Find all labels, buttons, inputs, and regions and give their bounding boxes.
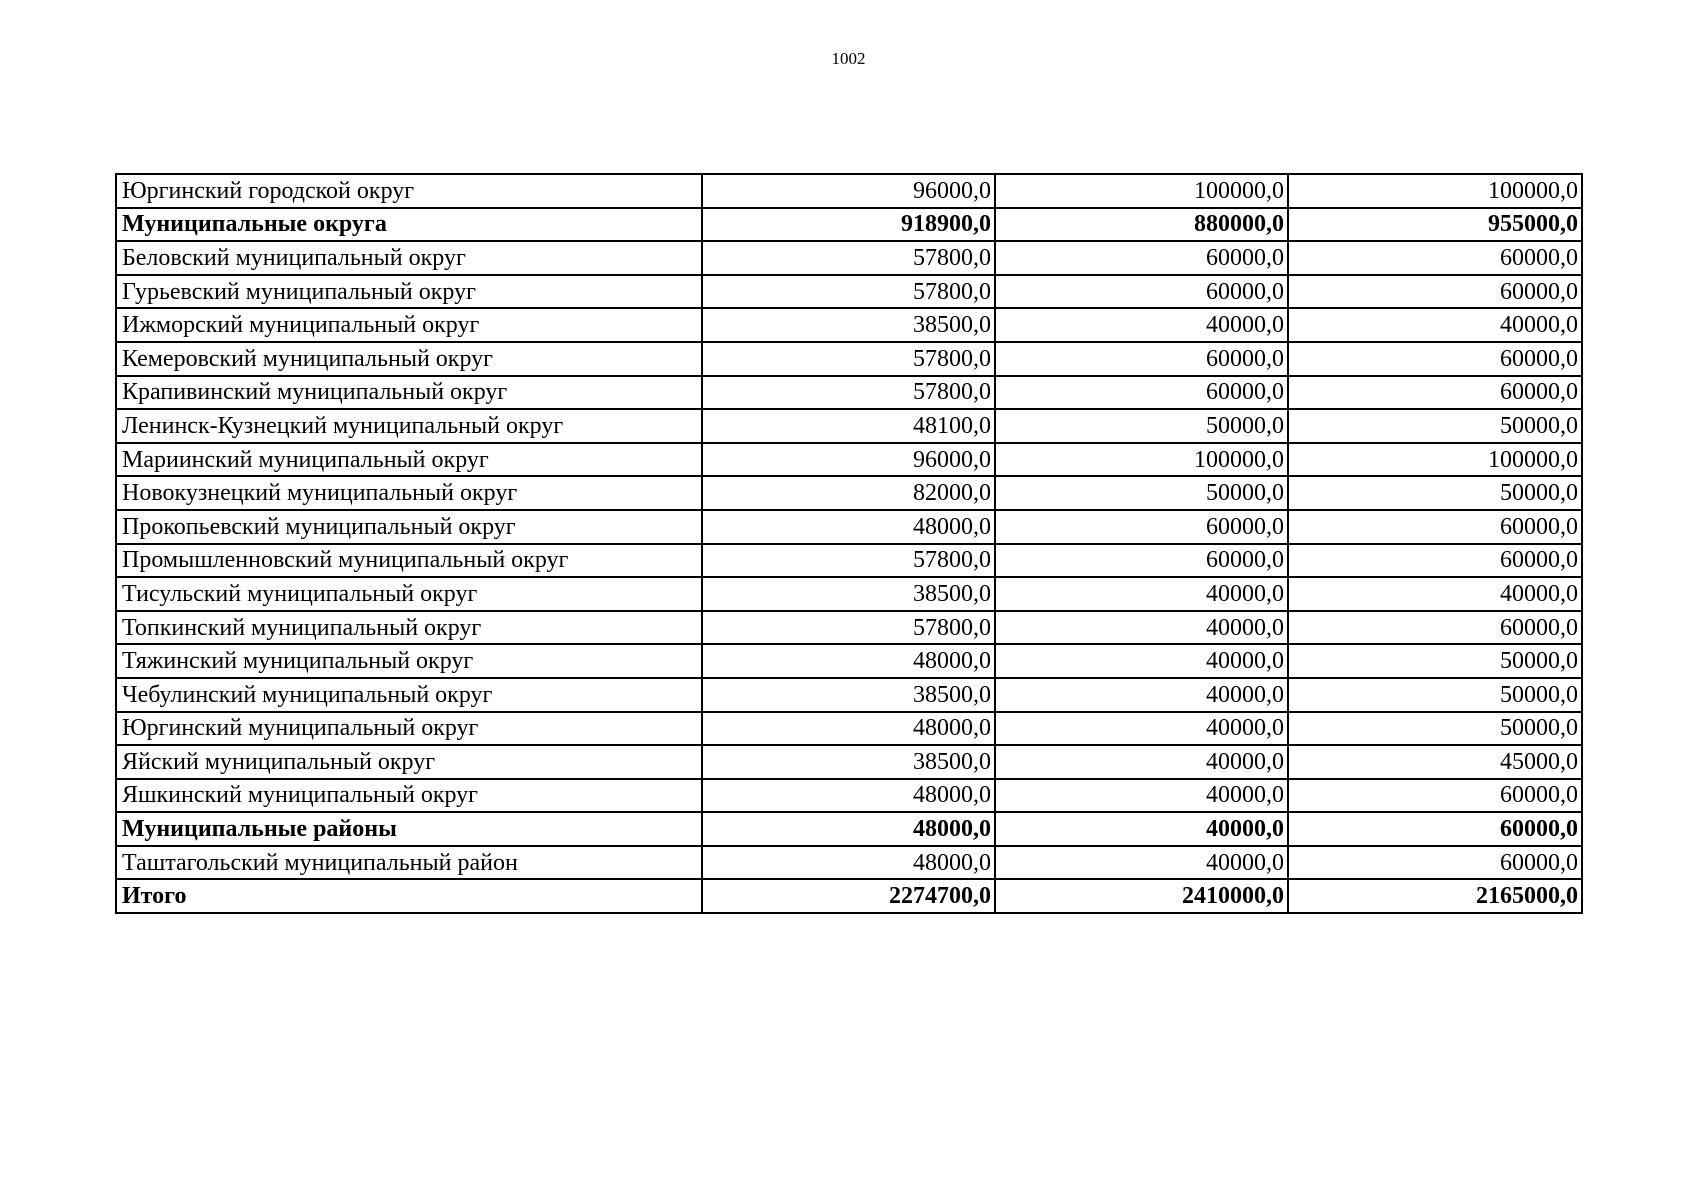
cell-value-3: 45000,0: [1288, 745, 1582, 779]
cell-name: Тисульский муниципальный округ: [116, 577, 702, 611]
cell-value-2: 880000,0: [995, 208, 1288, 242]
cell-value-3: 60000,0: [1288, 812, 1582, 846]
table-row: [116, 409, 1582, 443]
cell-value-2: 60000,0: [995, 544, 1288, 578]
table-row: [116, 342, 1582, 376]
cell-value-3: 40000,0: [1288, 577, 1582, 611]
cell-value-1: 48000,0: [702, 812, 995, 846]
table-row: [116, 275, 1582, 309]
cell-name: Юргинский городской округ: [116, 174, 702, 208]
cell-value-3: 60000,0: [1288, 342, 1582, 376]
budget-table: [115, 173, 1583, 914]
table-row: [116, 779, 1582, 813]
cell-value-2: 50000,0: [995, 409, 1288, 443]
cell-value-3: 50000,0: [1288, 678, 1582, 712]
table-row: [116, 846, 1582, 880]
cell-value-3: 60000,0: [1288, 275, 1582, 309]
cell-value-3: 50000,0: [1288, 409, 1582, 443]
table-row: [116, 644, 1582, 678]
cell-name: Таштагольский муниципальный район: [116, 846, 702, 880]
table-row: [116, 174, 1582, 208]
table-row: [116, 510, 1582, 544]
cell-value-1: 38500,0: [702, 577, 995, 611]
cell-value-3: 100000,0: [1288, 443, 1582, 477]
cell-value-1: 57800,0: [702, 241, 995, 275]
table-row: [116, 611, 1582, 645]
cell-name: Гурьевский муниципальный округ: [116, 275, 702, 309]
table-row: [116, 745, 1582, 779]
table-row: [116, 376, 1582, 410]
cell-value-3: 50000,0: [1288, 476, 1582, 510]
table-row: [116, 577, 1582, 611]
cell-value-3: 60000,0: [1288, 544, 1582, 578]
cell-name: Ленинск-Кузнецкий муниципальный округ: [116, 409, 702, 443]
cell-value-1: 57800,0: [702, 342, 995, 376]
cell-value-1: 82000,0: [702, 476, 995, 510]
cell-name: Топкинский муниципальный округ: [116, 611, 702, 645]
cell-value-1: 48000,0: [702, 712, 995, 746]
table-row-subtotal: [116, 812, 1582, 846]
cell-value-1: 38500,0: [702, 745, 995, 779]
cell-name: Прокопьевский муниципальный округ: [116, 510, 702, 544]
cell-value-2: 100000,0: [995, 443, 1288, 477]
cell-name: Мариинский муниципальный округ: [116, 443, 702, 477]
cell-value-3: 2165000,0: [1288, 879, 1582, 913]
table-row: [116, 476, 1582, 510]
cell-value-2: 40000,0: [995, 779, 1288, 813]
cell-value-2: 40000,0: [995, 745, 1288, 779]
cell-value-3: 60000,0: [1288, 376, 1582, 410]
table-row: [116, 241, 1582, 275]
cell-value-2: 40000,0: [995, 308, 1288, 342]
cell-value-2: 50000,0: [995, 476, 1288, 510]
cell-value-1: 57800,0: [702, 376, 995, 410]
cell-value-1: 918900,0: [702, 208, 995, 242]
cell-name: Промышленновский муниципальный округ: [116, 544, 702, 578]
table-row: [116, 712, 1582, 746]
table-row: [116, 443, 1582, 477]
cell-value-2: 40000,0: [995, 712, 1288, 746]
cell-value-2: 40000,0: [995, 644, 1288, 678]
cell-value-1: 96000,0: [702, 174, 995, 208]
cell-value-2: 60000,0: [995, 342, 1288, 376]
cell-value-1: 2274700,0: [702, 879, 995, 913]
cell-value-1: 48000,0: [702, 644, 995, 678]
table-body: [116, 174, 1582, 913]
cell-value-3: 50000,0: [1288, 644, 1582, 678]
cell-value-3: 60000,0: [1288, 779, 1582, 813]
cell-value-1: 38500,0: [702, 308, 995, 342]
cell-name: Муниципальные округа: [116, 208, 702, 242]
table-row: [116, 544, 1582, 578]
cell-value-3: 60000,0: [1288, 846, 1582, 880]
cell-value-2: 40000,0: [995, 577, 1288, 611]
cell-value-1: 57800,0: [702, 544, 995, 578]
cell-value-2: 60000,0: [995, 275, 1288, 309]
table-row-subtotal: [116, 208, 1582, 242]
cell-value-1: 96000,0: [702, 443, 995, 477]
cell-value-1: 57800,0: [702, 275, 995, 309]
cell-value-2: 40000,0: [995, 812, 1288, 846]
cell-value-2: 60000,0: [995, 510, 1288, 544]
cell-name: Яйский муниципальный округ: [116, 745, 702, 779]
table-row: [116, 308, 1582, 342]
table-row-subtotal: [116, 879, 1582, 913]
cell-value-1: 57800,0: [702, 611, 995, 645]
cell-value-2: 60000,0: [995, 241, 1288, 275]
cell-name: Итого: [116, 879, 702, 913]
cell-value-3: 100000,0: [1288, 174, 1582, 208]
cell-value-2: 60000,0: [995, 376, 1288, 410]
cell-name: Ижморский муниципальный округ: [116, 308, 702, 342]
cell-value-3: 40000,0: [1288, 308, 1582, 342]
cell-name: Яшкинский муниципальный округ: [116, 779, 702, 813]
cell-name: Тяжинский муниципальный округ: [116, 644, 702, 678]
cell-value-2: 100000,0: [995, 174, 1288, 208]
cell-name: Юргинский муниципальный округ: [116, 712, 702, 746]
cell-name: Муниципальные районы: [116, 812, 702, 846]
cell-name: Беловский муниципальный округ: [116, 241, 702, 275]
cell-value-3: 60000,0: [1288, 611, 1582, 645]
cell-value-3: 60000,0: [1288, 510, 1582, 544]
cell-value-3: 50000,0: [1288, 712, 1582, 746]
cell-value-2: 40000,0: [995, 846, 1288, 880]
cell-value-2: 40000,0: [995, 678, 1288, 712]
cell-value-3: 60000,0: [1288, 241, 1582, 275]
page-number: 1002: [831, 49, 866, 68]
cell-value-1: 38500,0: [702, 678, 995, 712]
cell-value-1: 48100,0: [702, 409, 995, 443]
cell-name: Крапивинский муниципальный округ: [116, 376, 702, 410]
cell-value-2: 2410000,0: [995, 879, 1288, 913]
cell-name: Новокузнецкий муниципальный округ: [116, 476, 702, 510]
table-row: [116, 678, 1582, 712]
cell-name: Кемеровский муниципальный округ: [116, 342, 702, 376]
cell-value-3: 955000,0: [1288, 208, 1582, 242]
cell-value-2: 40000,0: [995, 611, 1288, 645]
cell-value-1: 48000,0: [702, 846, 995, 880]
cell-value-1: 48000,0: [702, 510, 995, 544]
cell-value-1: 48000,0: [702, 779, 995, 813]
cell-name: Чебулинский муниципальный округ: [116, 678, 702, 712]
